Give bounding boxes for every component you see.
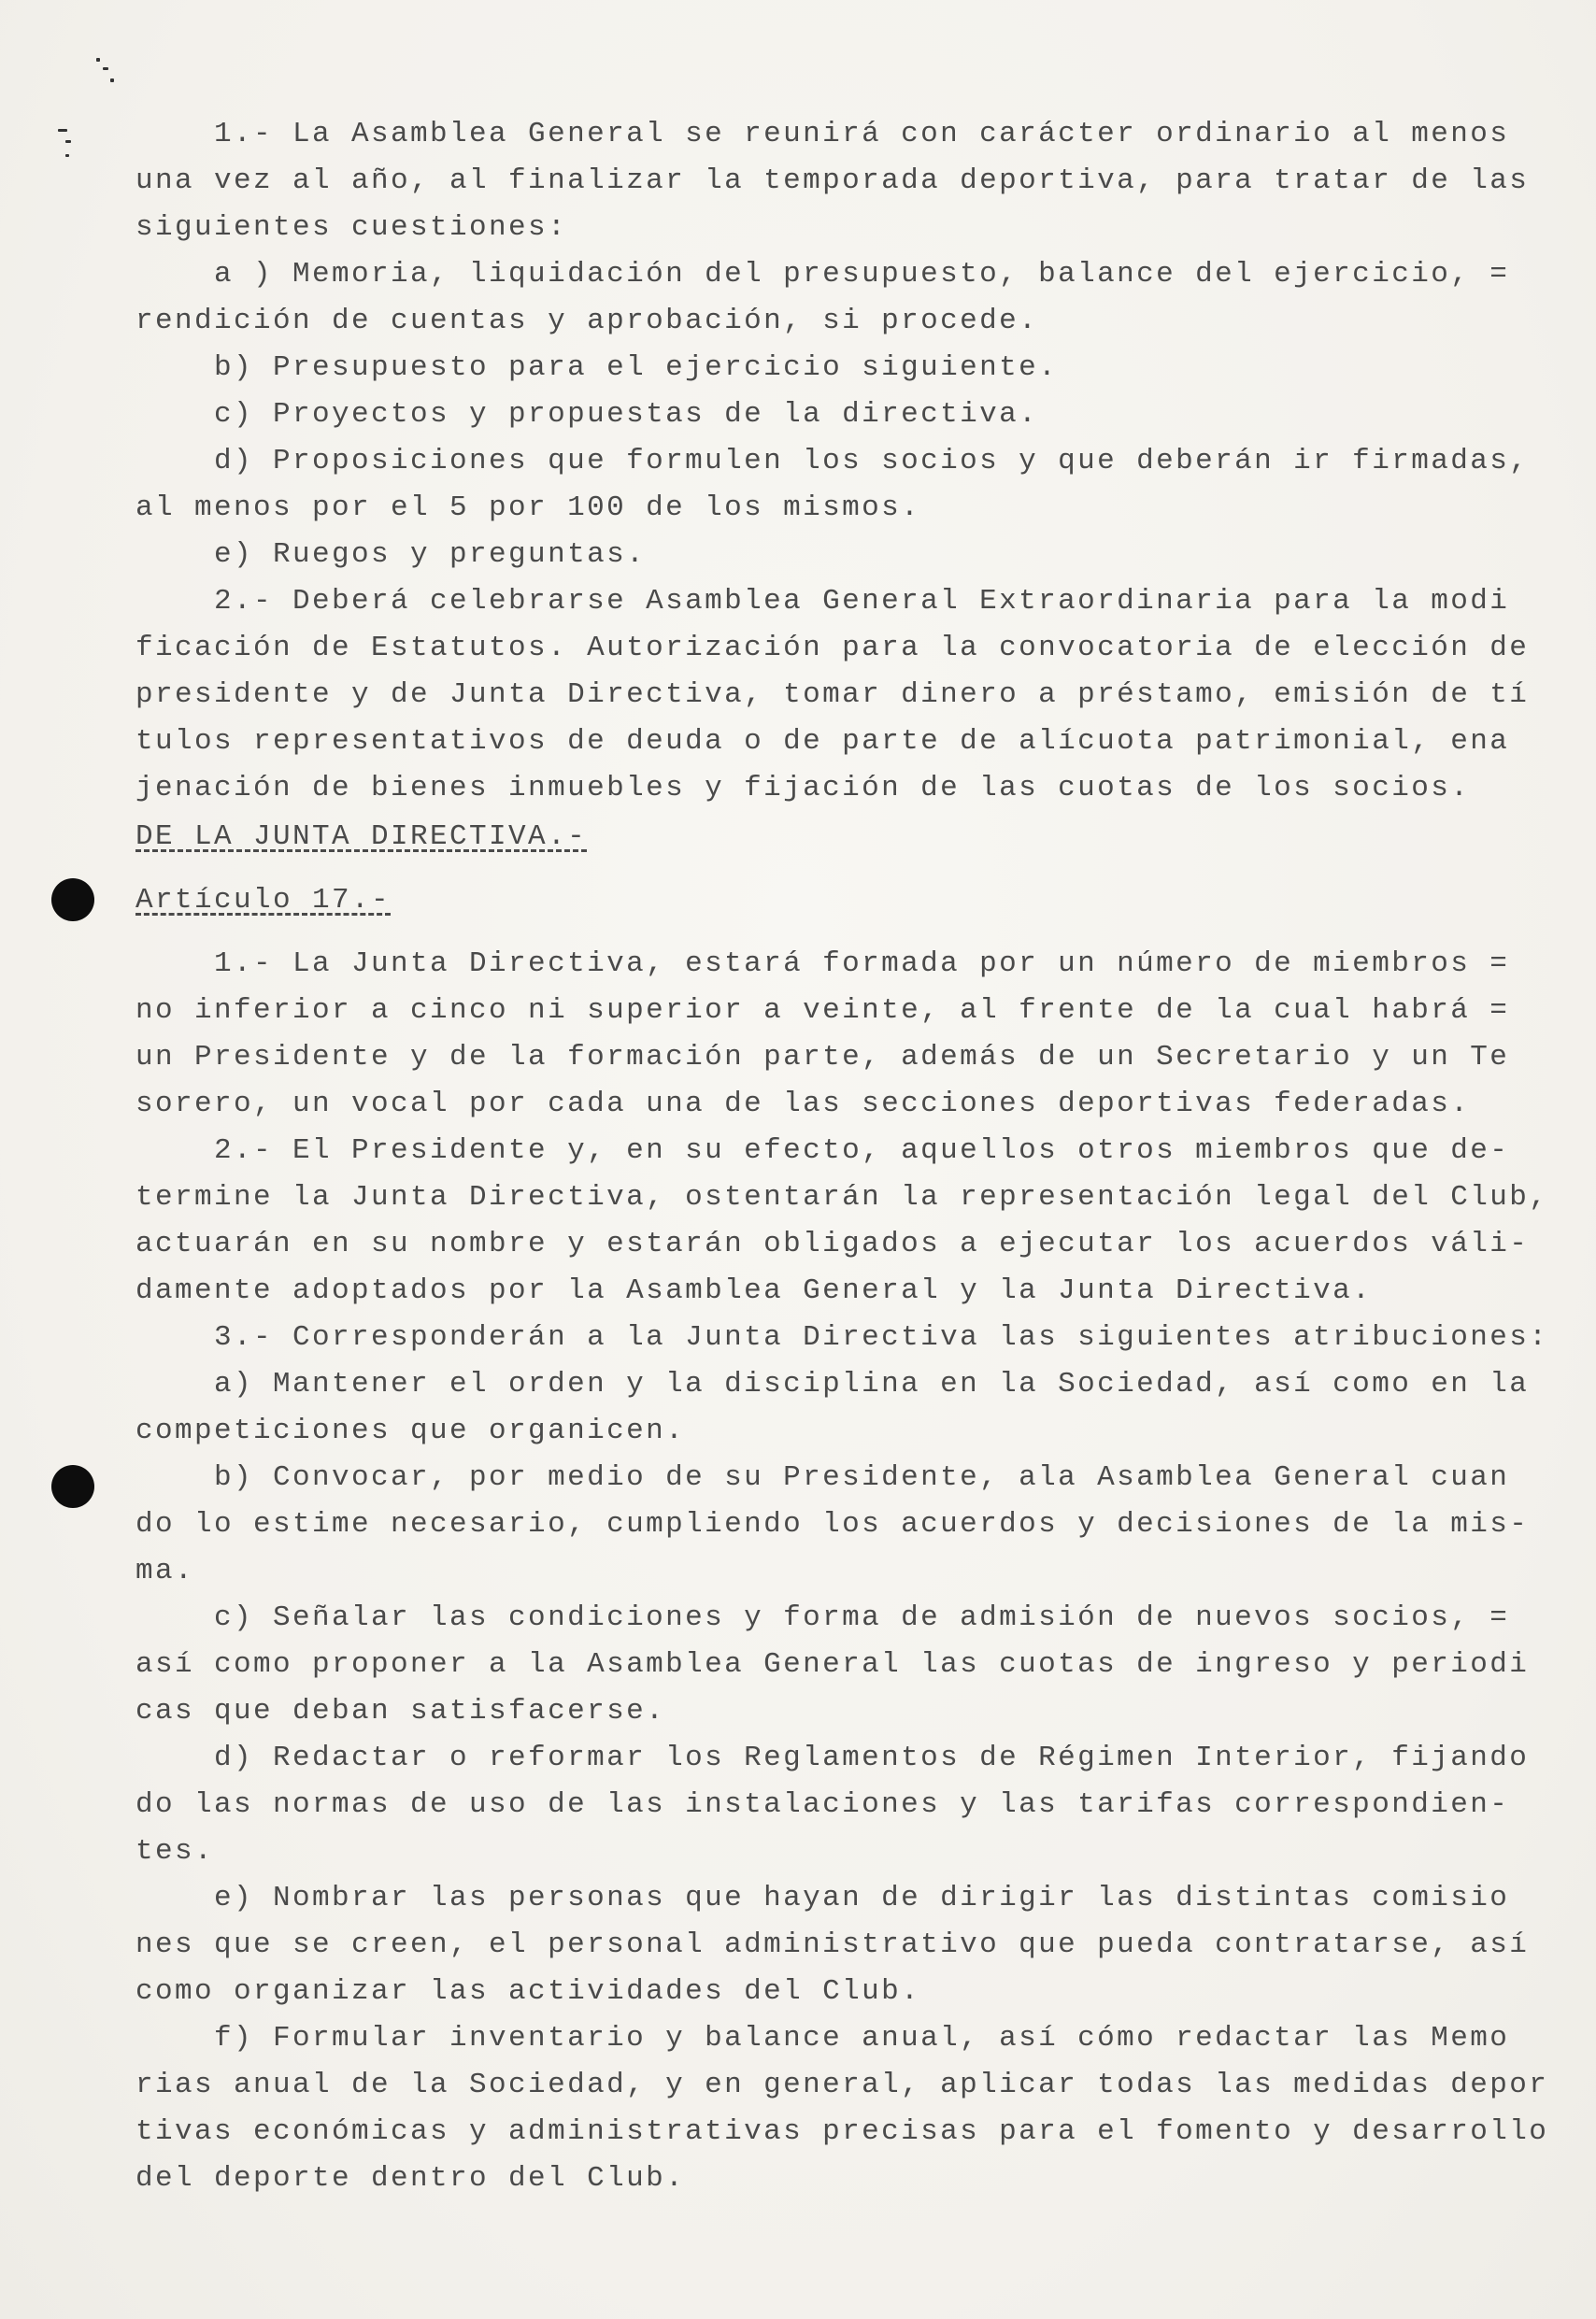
text-line: e) Ruegos y preguntas. [135,538,647,571]
text-line: 2.- Deberá celebrarse Asamblea General Extraordinaria para la modi [135,585,1510,618]
text-line: un Presidente y de la formación parte, además de un Secretario y un Te [135,1041,1510,1074]
ink-speck [96,58,100,62]
text-line: una vez al año, al finalizar la temporada deportiva, para tratar de las [135,164,1530,197]
text-line: siguientes cuestiones: [135,211,568,244]
text-line: tivas económicas y administrativas precisas para el fomento y desarrollo [135,2115,1549,2148]
text-line: b) Convocar, por medio de su Presidente, ala Asamblea General cuan [135,1461,1510,1494]
text-line: no inferior a cinco ni superior a veinte, al frente de la cual habrá = [135,994,1510,1027]
text-line: jenación de bienes inmuebles y fijación de las cuotas de los socios. [135,772,1471,804]
text-line: tes. [135,1835,215,1868]
text-line: al menos por el 5 por 100 de los mismos. [135,491,921,524]
ink-speck [65,154,69,157]
ink-speck [65,140,71,143]
text-line: 1.- La Asamblea General se reunirá con carácter ordinario al menos [135,118,1510,150]
text-line: tulos representativos de deuda o de parte de alícuota patrimonial, ena [135,725,1510,758]
text-line: como organizar las actividades del Club. [135,1975,921,2008]
text-line: 1.- La Junta Directiva, estará formada por un número de miembros = [135,947,1510,980]
text-line: b) Presupuesto para el ejercicio siguiente. [135,351,1059,384]
text-line: c) Proyectos y propuestas de la directiva. [135,398,1039,431]
text-line: d) Redactar o reformar los Reglamentos de Régimen Interior, fijando [135,1742,1530,1774]
text-line: nes que se creen, el personal administrativo que pueda contratarse, así [135,1928,1530,1961]
ink-speck [110,78,114,82]
text-line: actuarán en su nombre y estarán obligados a ejecutar los acuerdos váli- [135,1228,1530,1260]
text-line: rendición de cuentas y aprobación, si procede. [135,305,1039,337]
text-line: ficación de Estatutos. Autorización para la convocatoria de elección de [135,632,1530,664]
text-line: así como proponer a la Asamblea General las cuotas de ingreso y periodi [135,1648,1530,1681]
text-line: cas que deban satisfacerse. [135,1695,666,1728]
punch-hole-top [51,878,94,921]
text-line: a ) Memoria, liquidación del presupuesto, balance del ejercicio, = [135,258,1510,291]
text-line: d) Proposiciones que formulen los socios y que deberán ir firmadas, [135,445,1530,477]
text-line: 3.- Corresponderán a la Junta Directiva las siguientes atribuciones: [135,1321,1549,1354]
text-line: f) Formular inventario y balance anual, así cómo redactar las Memo [135,2022,1510,2055]
text-line: rias anual de la Sociedad, y en general, aplicar todas las medidas depor [135,2069,1549,2101]
ink-speck [103,67,108,70]
text-line: damente adoptados por la Asamblea General y la Junta Directiva. [135,1274,1373,1307]
text-line: ma. [135,1555,195,1587]
section-heading: DE LA JUNTA DIRECTIVA.- [135,820,588,853]
text-line: competiciones que organicen. [135,1415,686,1447]
text-line: do lo estime necesario, cumpliendo los acuerdos y decisiones de la mis- [135,1508,1530,1541]
text-line: termine la Junta Directiva, ostentarán la representación legal del Club, [135,1181,1549,1214]
text-line: e) Nombrar las personas que hayan de dirigir las distintas comisio [135,1882,1510,1914]
text-line: sorero, un vocal por cada una de las secciones deportivas federadas. [135,1088,1471,1120]
text-line: do las normas de uso de las instalaciones y las tarifas correspondien- [135,1788,1510,1821]
ink-speck [58,129,67,132]
text-line: del deporte dentro del Club. [135,2162,686,2195]
text-line: 2.- El Presidente y, en su efecto, aquellos otros miembros que de- [135,1134,1510,1167]
text-line: presidente y de Junta Directiva, tomar dinero a préstamo, emisión de tí [135,678,1530,711]
text-line: a) Mantener el orden y la disciplina en la Sociedad, así como en la [135,1368,1530,1401]
text-line: c) Señalar las condiciones y forma de admisión de nuevos socios, = [135,1601,1510,1634]
article-heading: Artículo 17.- [135,884,392,917]
punch-hole-bottom [51,1465,94,1508]
